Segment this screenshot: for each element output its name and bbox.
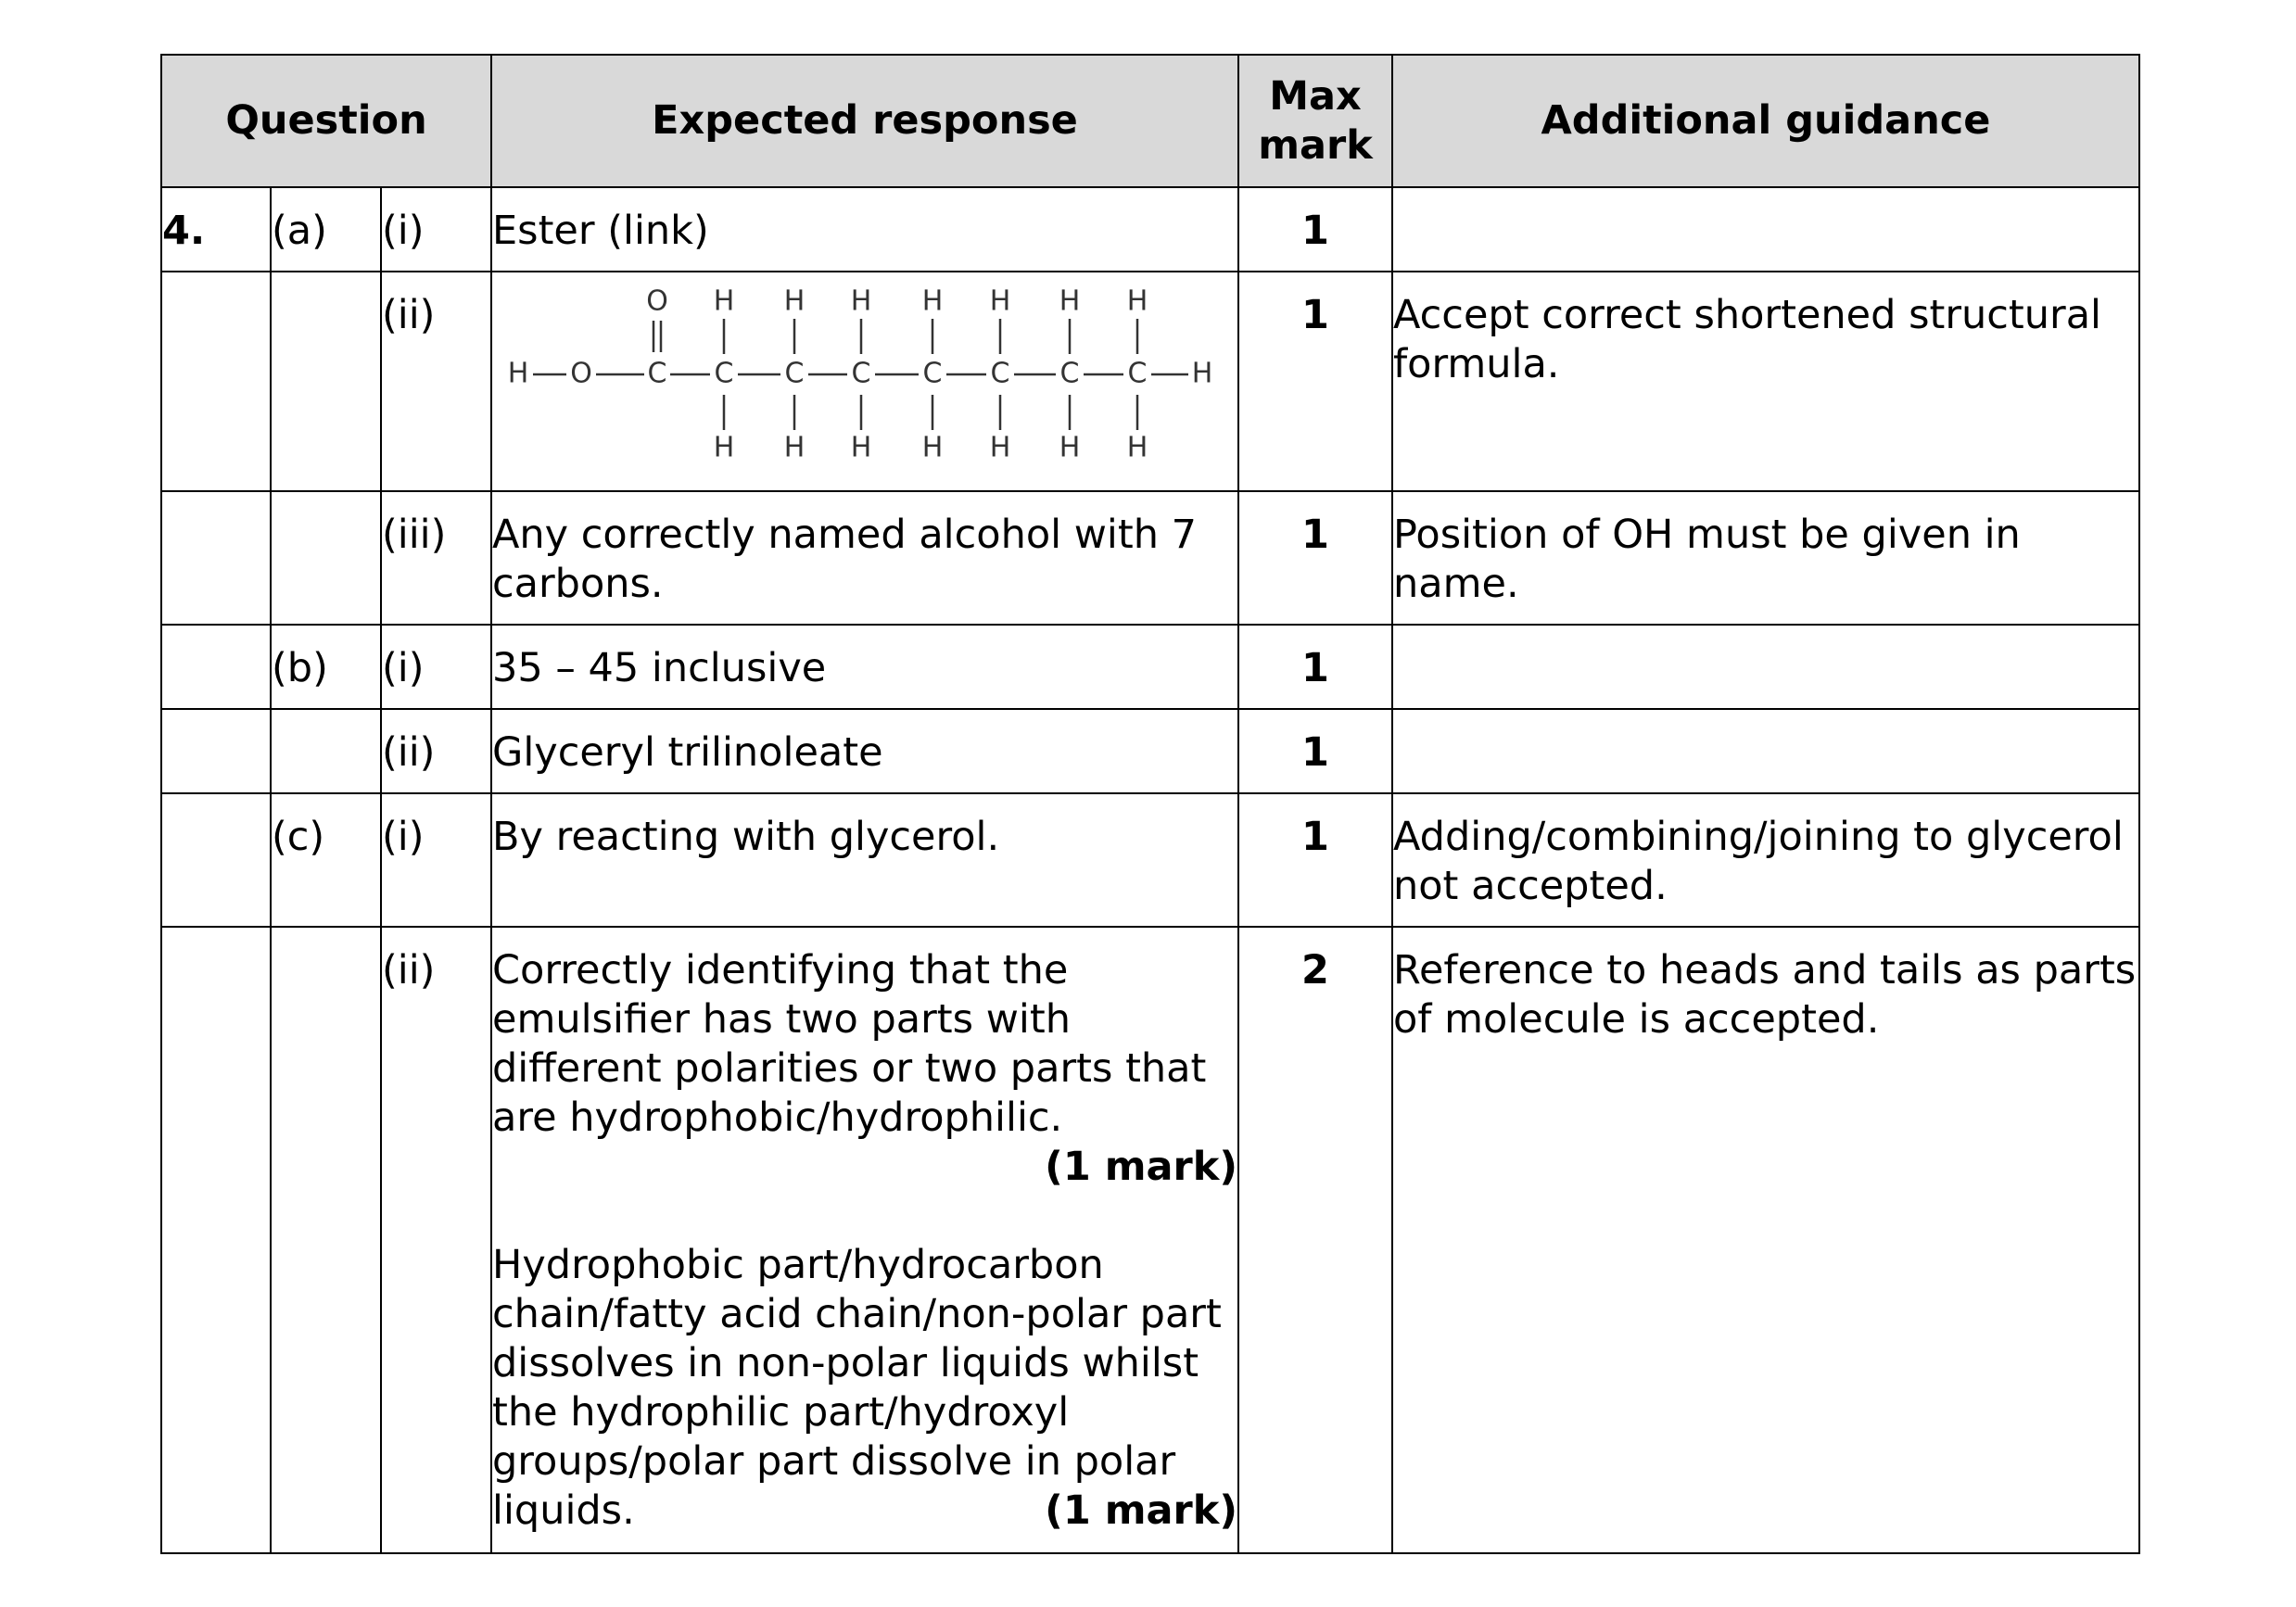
additional-guidance: Position of OH must be given in name. xyxy=(1392,491,2139,625)
additional-guidance xyxy=(1392,709,2139,793)
atom-h: H xyxy=(921,285,944,318)
mark-scheme-table xyxy=(160,54,2140,1554)
atom-h: H xyxy=(713,285,735,318)
atom-h: H xyxy=(850,285,872,318)
header-additional-guidance: Additional guidance xyxy=(1392,55,2139,187)
paragraph-spacer xyxy=(492,1192,1237,1241)
atom-h: H xyxy=(989,285,1011,318)
expected-response-multi xyxy=(491,927,1238,1553)
atom-h: H xyxy=(713,431,735,464)
question-part: (a) xyxy=(271,187,381,272)
additional-guidance: Accept correct shortened structural formula. xyxy=(1392,272,2139,491)
response-paragraph-2: Hydrophobic part/hydrocarbon chain/fatty acid chain/non-polar part dissolves in non-polar liquids whilst the hydrophilic part/hydroxyl groups/polar part dissolve in polar xyxy=(492,1242,1222,1485)
table-row xyxy=(161,927,2139,1553)
expected-response-structure xyxy=(491,272,1238,491)
atom-h: H xyxy=(1059,431,1081,464)
max-mark: 2 xyxy=(1238,927,1392,1553)
question-number xyxy=(161,709,271,793)
atom-h: H xyxy=(783,285,806,318)
question-part xyxy=(271,491,381,625)
structural-formula-diagram xyxy=(505,282,1228,472)
expected-response: Ester (link) xyxy=(491,187,1238,272)
max-mark: 1 xyxy=(1238,272,1392,491)
question-part xyxy=(271,272,381,491)
expected-response: Glyceryl trilinoleate xyxy=(491,709,1238,793)
max-mark: 1 xyxy=(1238,187,1392,272)
question-part: (c) xyxy=(271,793,381,927)
atom-h: H xyxy=(1126,431,1148,464)
atom-h: H xyxy=(921,431,944,464)
table-row xyxy=(161,793,2139,927)
additional-guidance: Reference to heads and tails as parts of molecule is accepted. xyxy=(1392,927,2139,1553)
atom-c: C xyxy=(647,357,667,390)
additional-guidance xyxy=(1392,625,2139,709)
atom-h: H xyxy=(783,431,806,464)
header-row xyxy=(161,55,2139,187)
atom-h: H xyxy=(989,431,1011,464)
question-number xyxy=(161,625,271,709)
question-part: (b) xyxy=(271,625,381,709)
header-expected-response: Expected response xyxy=(491,55,1238,187)
response-last-line xyxy=(492,1487,1237,1536)
table-row xyxy=(161,187,2139,272)
atom-c: C xyxy=(714,357,734,390)
expected-response: 35 – 45 inclusive xyxy=(491,625,1238,709)
atom-h: H xyxy=(1059,285,1081,318)
atom-c: C xyxy=(990,357,1010,390)
atom-h-right: H xyxy=(1191,357,1213,390)
question-subpart: (i) xyxy=(381,187,491,272)
question-subpart: (i) xyxy=(381,625,491,709)
additional-guidance xyxy=(1392,187,2139,272)
atom-h: H xyxy=(1126,285,1148,318)
atom-c: C xyxy=(1127,357,1148,390)
question-number xyxy=(161,927,271,1553)
header-question: Question xyxy=(161,55,491,187)
expected-response: By reacting with glycerol. xyxy=(491,793,1238,927)
question-subpart: (ii) xyxy=(381,927,491,1553)
question-subpart: (ii) xyxy=(381,272,491,491)
question-part xyxy=(271,709,381,793)
table-row xyxy=(161,709,2139,793)
question-number xyxy=(161,793,271,927)
expected-response: Any correctly named alcohol with 7 carbons. xyxy=(491,491,1238,625)
table-row xyxy=(161,272,2139,491)
header-max-mark-line1: Max xyxy=(1269,72,1362,120)
question-subpart: (iii) xyxy=(381,491,491,625)
atom-c: C xyxy=(1059,357,1080,390)
question-number: 4. xyxy=(161,187,271,272)
atom-c: C xyxy=(784,357,805,390)
table-row xyxy=(161,491,2139,625)
atom-o-top: O xyxy=(646,285,668,318)
atom-c: C xyxy=(851,357,871,390)
max-mark: 1 xyxy=(1238,491,1392,625)
question-subpart: (ii) xyxy=(381,709,491,793)
max-mark: 1 xyxy=(1238,793,1392,927)
question-number xyxy=(161,491,271,625)
atom-o: O xyxy=(570,357,592,390)
max-mark: 1 xyxy=(1238,625,1392,709)
table-row xyxy=(161,625,2139,709)
question-part xyxy=(271,927,381,1553)
additional-guidance: Adding/combining/joining to glycerol not accepted. xyxy=(1392,793,2139,927)
header-max-mark-line2: mark xyxy=(1258,121,1373,169)
atom-c: C xyxy=(922,357,943,390)
mark-allocation: (1 mark) xyxy=(1045,1487,1237,1534)
atom-h: H xyxy=(850,431,872,464)
atom-h-left: H xyxy=(507,357,529,390)
mark-allocation: (1 mark) xyxy=(1045,1144,1237,1190)
response-paragraph-2-end: liquids. xyxy=(492,1487,635,1534)
max-mark: 1 xyxy=(1238,709,1392,793)
question-subpart: (i) xyxy=(381,793,491,927)
response-paragraph-1: Correctly identifying that the emulsifier has two parts with different polarities or two parts that are hydrophobic/hydrophilic. xyxy=(492,947,1207,1141)
header-max-mark xyxy=(1238,55,1392,187)
question-number xyxy=(161,272,271,491)
